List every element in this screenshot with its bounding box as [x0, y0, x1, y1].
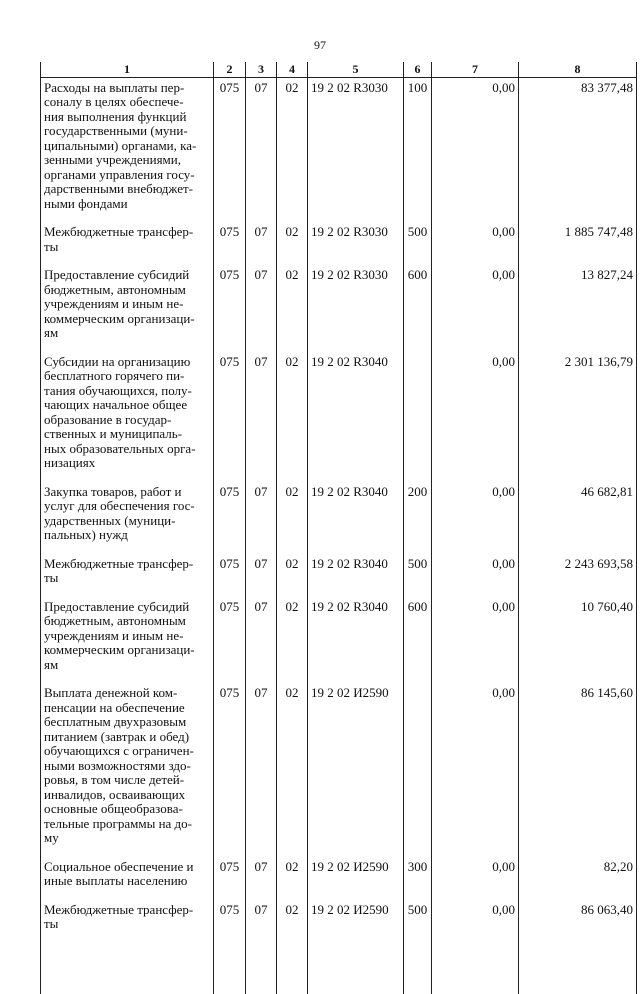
expense-type-cell: 600 [404, 266, 432, 353]
section-code-cell: 07 [246, 223, 277, 266]
table-header [41, 62, 637, 77]
amount-col8-cell: 1 885 747,48 [519, 223, 637, 266]
target-article-cell: 19 2 02 R3030 [308, 266, 404, 353]
amount-col7-cell: 0,00 [432, 483, 519, 555]
amount-col8-cell: 82,20 [519, 858, 637, 901]
row-name-cell: Выплата денежной ком- пенсации на обеспечение бесплатным двухразовым питанием (завтрак и обед) обучающихся с ограничен- ными возможностями здо- ровья, в том числе детей- инвалидов, осваивающих основные общеобразова- тельные программы на до- му [41, 684, 214, 858]
amount-col8-cell: 83 377,48 [519, 77, 637, 223]
amount-col8-cell: 2 301 136,79 [519, 353, 637, 483]
amount-col8-cell: 13 827,24 [519, 266, 637, 353]
ministry-code-cell: 075 [214, 858, 246, 901]
table-row [41, 858, 637, 901]
amount-col8-cell: 86 145,60 [519, 684, 637, 858]
table-row [41, 223, 637, 266]
page-number: 97 [314, 38, 326, 52]
subsection-code-cell: 02 [277, 353, 308, 483]
ministry-code-cell: 075 [214, 223, 246, 266]
expense-type-cell: 300 [404, 858, 432, 901]
row-name-cell: Закупка товаров, работ и услуг для обеспечения гос- ударственных (муници- пальных) нужд [41, 483, 214, 555]
ministry-code-cell: 075 [214, 684, 246, 858]
expense-type-cell: 500 [404, 901, 432, 946]
ministry-code-cell: 075 [214, 555, 246, 598]
expense-type-cell: 500 [404, 555, 432, 598]
ministry-code-cell: 075 [214, 598, 246, 685]
table-row [41, 555, 637, 598]
table-row [41, 598, 637, 685]
section-code-cell: 07 [246, 858, 277, 901]
amount-col7-cell: 0,00 [432, 266, 519, 353]
table-row [41, 901, 637, 946]
amount-col7-cell: 0,00 [432, 77, 519, 223]
subsection-code-cell: 02 [277, 266, 308, 353]
table-body [41, 77, 637, 994]
subsection-code-cell: 02 [277, 598, 308, 685]
budget-table [40, 62, 637, 994]
filler-cell [214, 946, 246, 994]
expense-type-cell: 200 [404, 483, 432, 555]
row-name-cell: Субсидии на организацию бесплатного горячего пи- тания обучающихся, полу- чающих начальное общее образование в государ- ственных и муниципаль- ных образовательных орга- низациях [41, 353, 214, 483]
filler-cell [308, 946, 404, 994]
amount-col8-cell: 46 682,81 [519, 483, 637, 555]
section-code-cell: 07 [246, 483, 277, 555]
target-article-cell: 19 2 02 R3040 [308, 353, 404, 483]
column-header-6: 6 [404, 62, 432, 77]
subsection-code-cell: 02 [277, 901, 308, 946]
subsection-code-cell: 02 [277, 223, 308, 266]
table-row [41, 684, 637, 858]
column-header-5: 5 [308, 62, 404, 77]
filler-cell [432, 946, 519, 994]
column-header-1: 1 [41, 62, 214, 77]
amount-col7-cell: 0,00 [432, 223, 519, 266]
row-name-cell: Межбюджетные трансфер- ты [41, 555, 214, 598]
ministry-code-cell: 075 [214, 266, 246, 353]
amount-col8-cell: 2 243 693,58 [519, 555, 637, 598]
expense-type-cell [404, 353, 432, 483]
column-header-2: 2 [214, 62, 246, 77]
table-row [41, 77, 637, 223]
expense-type-cell: 500 [404, 223, 432, 266]
amount-col7-cell: 0,00 [432, 858, 519, 901]
row-name-cell: Предоставление субсидий бюджетным, автономным учреждениям и иным не- коммерческим организаци- ям [41, 266, 214, 353]
target-article-cell: 19 2 02 R3030 [308, 77, 404, 223]
row-name-cell: Расходы на выплаты пер- соналу в целях обеспече- ния выполнения функций государственными (муни- ципальными) органами, ка- зенными учреждениями, органами управления госу- дарственными внебюджет- ными фондами [41, 77, 214, 223]
filler-cell [519, 946, 637, 994]
amount-col7-cell: 0,00 [432, 353, 519, 483]
section-code-cell: 07 [246, 353, 277, 483]
column-header-3: 3 [246, 62, 277, 77]
subsection-code-cell: 02 [277, 858, 308, 901]
filler-cell [277, 946, 308, 994]
column-header-8: 8 [519, 62, 637, 77]
expense-type-cell: 600 [404, 598, 432, 685]
section-code-cell: 07 [246, 77, 277, 223]
ministry-code-cell: 075 [214, 483, 246, 555]
subsection-code-cell: 02 [277, 483, 308, 555]
target-article-cell: 19 2 02 И2590 [308, 901, 404, 946]
section-code-cell: 07 [246, 598, 277, 685]
table-row [41, 483, 637, 555]
header-row [41, 62, 637, 77]
expense-type-cell: 100 [404, 77, 432, 223]
target-article-cell: 19 2 02 R3030 [308, 223, 404, 266]
row-name-cell: Предоставление субсидий бюджетным, автономным учреждениям и иным не- коммерческим организаци- ям [41, 598, 214, 685]
section-code-cell: 07 [246, 901, 277, 946]
amount-col7-cell: 0,00 [432, 684, 519, 858]
subsection-code-cell: 02 [277, 77, 308, 223]
table-filler-row [41, 946, 637, 994]
filler-cell [404, 946, 432, 994]
section-code-cell: 07 [246, 266, 277, 353]
subsection-code-cell: 02 [277, 555, 308, 598]
target-article-cell: 19 2 02 И2590 [308, 684, 404, 858]
filler-cell [41, 946, 214, 994]
row-name-cell: Межбюджетные трансфер- ты [41, 901, 214, 946]
section-code-cell: 07 [246, 684, 277, 858]
ministry-code-cell: 075 [214, 77, 246, 223]
amount-col7-cell: 0,00 [432, 555, 519, 598]
expense-type-cell [404, 684, 432, 858]
ministry-code-cell: 075 [214, 901, 246, 946]
section-code-cell: 07 [246, 555, 277, 598]
amount-col7-cell: 0,00 [432, 901, 519, 946]
table-row [41, 353, 637, 483]
amount-col8-cell: 86 063,40 [519, 901, 637, 946]
target-article-cell: 19 2 02 R3040 [308, 598, 404, 685]
target-article-cell: 19 2 02 R3040 [308, 483, 404, 555]
subsection-code-cell: 02 [277, 684, 308, 858]
amount-col8-cell: 10 760,40 [519, 598, 637, 685]
target-article-cell: 19 2 02 R3040 [308, 555, 404, 598]
column-header-7: 7 [432, 62, 519, 77]
row-name-cell: Социальное обеспечение и иные выплаты населению [41, 858, 214, 901]
target-article-cell: 19 2 02 И2590 [308, 858, 404, 901]
amount-col7-cell: 0,00 [432, 598, 519, 685]
filler-cell [246, 946, 277, 994]
table-row [41, 266, 637, 353]
column-header-4: 4 [277, 62, 308, 77]
row-name-cell: Межбюджетные трансфер- ты [41, 223, 214, 266]
ministry-code-cell: 075 [214, 353, 246, 483]
